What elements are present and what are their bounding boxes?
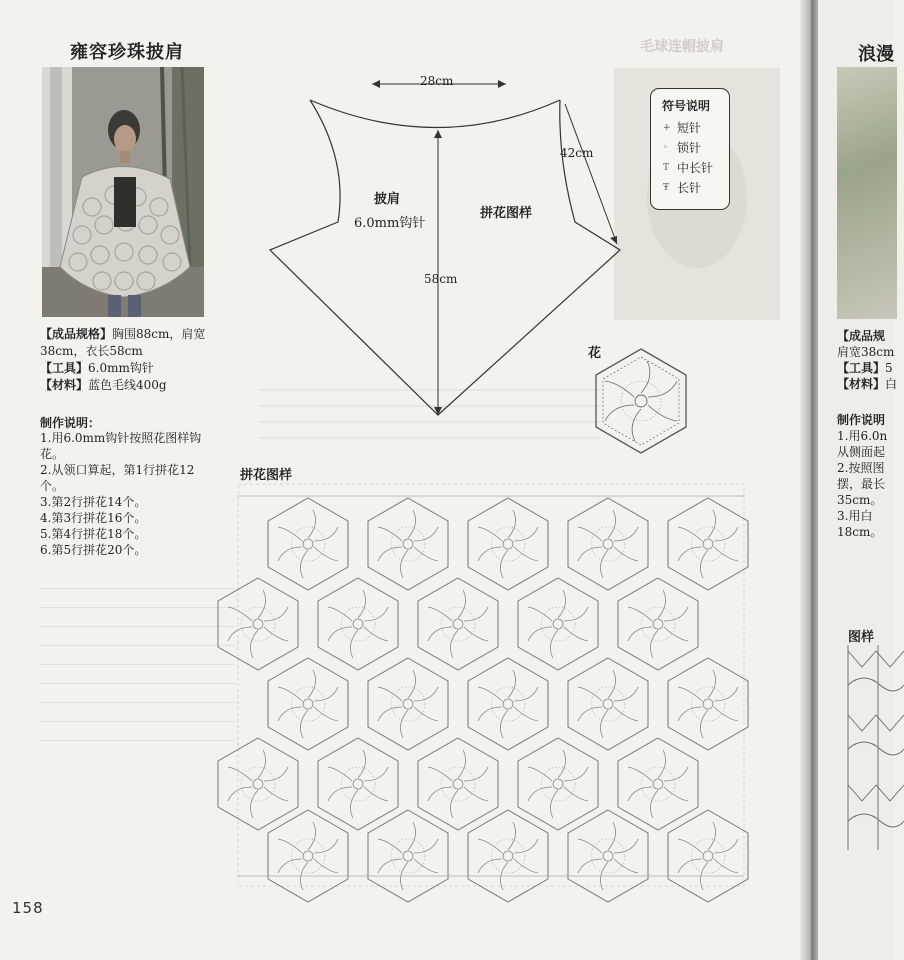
spec-material-label: 【材料】 — [40, 378, 89, 392]
right-pattern-label: 图样 — [848, 630, 875, 645]
bleed-through-title: 毛球连帽披肩 — [640, 39, 724, 55]
single-crochet-icon: + — [663, 122, 671, 133]
instructions-list — [40, 430, 210, 558]
flower-label: 花 — [588, 346, 602, 361]
page-number: 158 — [12, 899, 44, 917]
dimension-side: 42cm — [560, 146, 594, 160]
right-spec-label: 【工具】 — [837, 361, 886, 375]
spec-size-label: 【成品规格】 — [40, 327, 113, 341]
legend-item-sc — [663, 119, 701, 136]
right-spec-line — [837, 328, 897, 344]
legend-item-ch — [663, 139, 701, 156]
instruction-step: 4.第3行拼花16个。 — [40, 511, 147, 525]
right-spec-value: 白 — [885, 377, 898, 391]
spec-material-value: 蓝色毛线400g — [88, 378, 167, 392]
spec-material — [40, 377, 215, 394]
spec-tool-value: 6.0mm钩针 — [88, 361, 154, 375]
bleed-through-text — [40, 578, 235, 758]
right-instruction-line: 从侧面起 — [837, 445, 886, 459]
model-photo — [42, 67, 204, 317]
right-instruction-line: 1.用6.0n — [837, 429, 888, 443]
instruction-step: 1.用6.0mm钩针按照花图样钩花。 — [40, 431, 202, 461]
instruction-step: 6.第5行拼花20个。 — [40, 543, 147, 557]
join-pattern-label: 拼花图样 — [240, 468, 293, 483]
symbol-legend — [650, 88, 730, 210]
pattern-name: 拼花图样 — [480, 206, 533, 221]
chain-stitch-icon: ◦ — [663, 142, 669, 153]
spec-tool-label: 【工具】 — [40, 361, 89, 375]
right-instruction-line: 摆，最长 — [837, 477, 886, 491]
part-name: 披肩 — [374, 192, 401, 207]
specifications — [40, 326, 215, 394]
right-spec-value: 肩宽38cm — [837, 345, 895, 359]
legend-item-label: 长针 — [677, 181, 702, 195]
legend-item-dc — [663, 179, 701, 196]
right-spec-line — [837, 376, 897, 392]
shawl-schematic — [260, 60, 640, 440]
half-double-crochet-icon: T — [663, 162, 670, 173]
dimension-length: 58cm — [424, 272, 458, 286]
right-page — [818, 0, 898, 960]
right-instruction-line: 3.用白 — [837, 509, 873, 523]
legend-item-label: 中长针 — [677, 161, 714, 175]
hook-size: 6.0mm钩针 — [354, 216, 426, 231]
right-instruction-line: 18cm。 — [837, 525, 883, 539]
double-crochet-icon: Ŧ — [663, 182, 670, 193]
spec-size-value: 胸围88cm，肩宽38cm，衣长58cm — [40, 327, 206, 358]
right-spec-label: 【材料】 — [837, 377, 886, 391]
right-spec-label: 【成品规 — [837, 329, 886, 343]
right-instruction-line: 35cm。 — [837, 493, 883, 507]
instruction-step: 5.第4行拼花18个。 — [40, 527, 147, 541]
right-pattern-chart — [844, 645, 904, 850]
legend-item-label: 短针 — [677, 121, 702, 135]
legend-title: 符号说明 — [662, 99, 711, 113]
right-page-title: 浪漫 — [858, 44, 894, 65]
legend-item-hdc — [663, 159, 713, 176]
right-spec-value: 5 — [885, 361, 893, 375]
spec-size — [40, 326, 215, 360]
instructions-heading: 制作说明： — [40, 416, 101, 430]
right-instructions — [837, 428, 887, 540]
flower-motif-chart — [588, 345, 694, 457]
dimension-top: 28cm — [420, 74, 454, 88]
right-page-specs — [837, 328, 897, 392]
legend-item-label: 锁针 — [677, 141, 702, 155]
page-title: 雍容珍珠披肩 — [70, 42, 184, 63]
right-spec-line — [837, 360, 897, 376]
right-instructions-heading: 制作说明 — [837, 413, 886, 427]
instruction-step: 3.第2行拼花14个。 — [40, 495, 147, 509]
join-pattern-chart — [238, 484, 744, 886]
right-spec-line — [837, 344, 897, 360]
right-page-photo — [837, 67, 897, 319]
right-instruction-line: 2.按照图 — [837, 461, 885, 475]
instruction-step: 2.从领口算起，第1行拼花12个。 — [40, 463, 195, 493]
spec-tool — [40, 360, 215, 377]
